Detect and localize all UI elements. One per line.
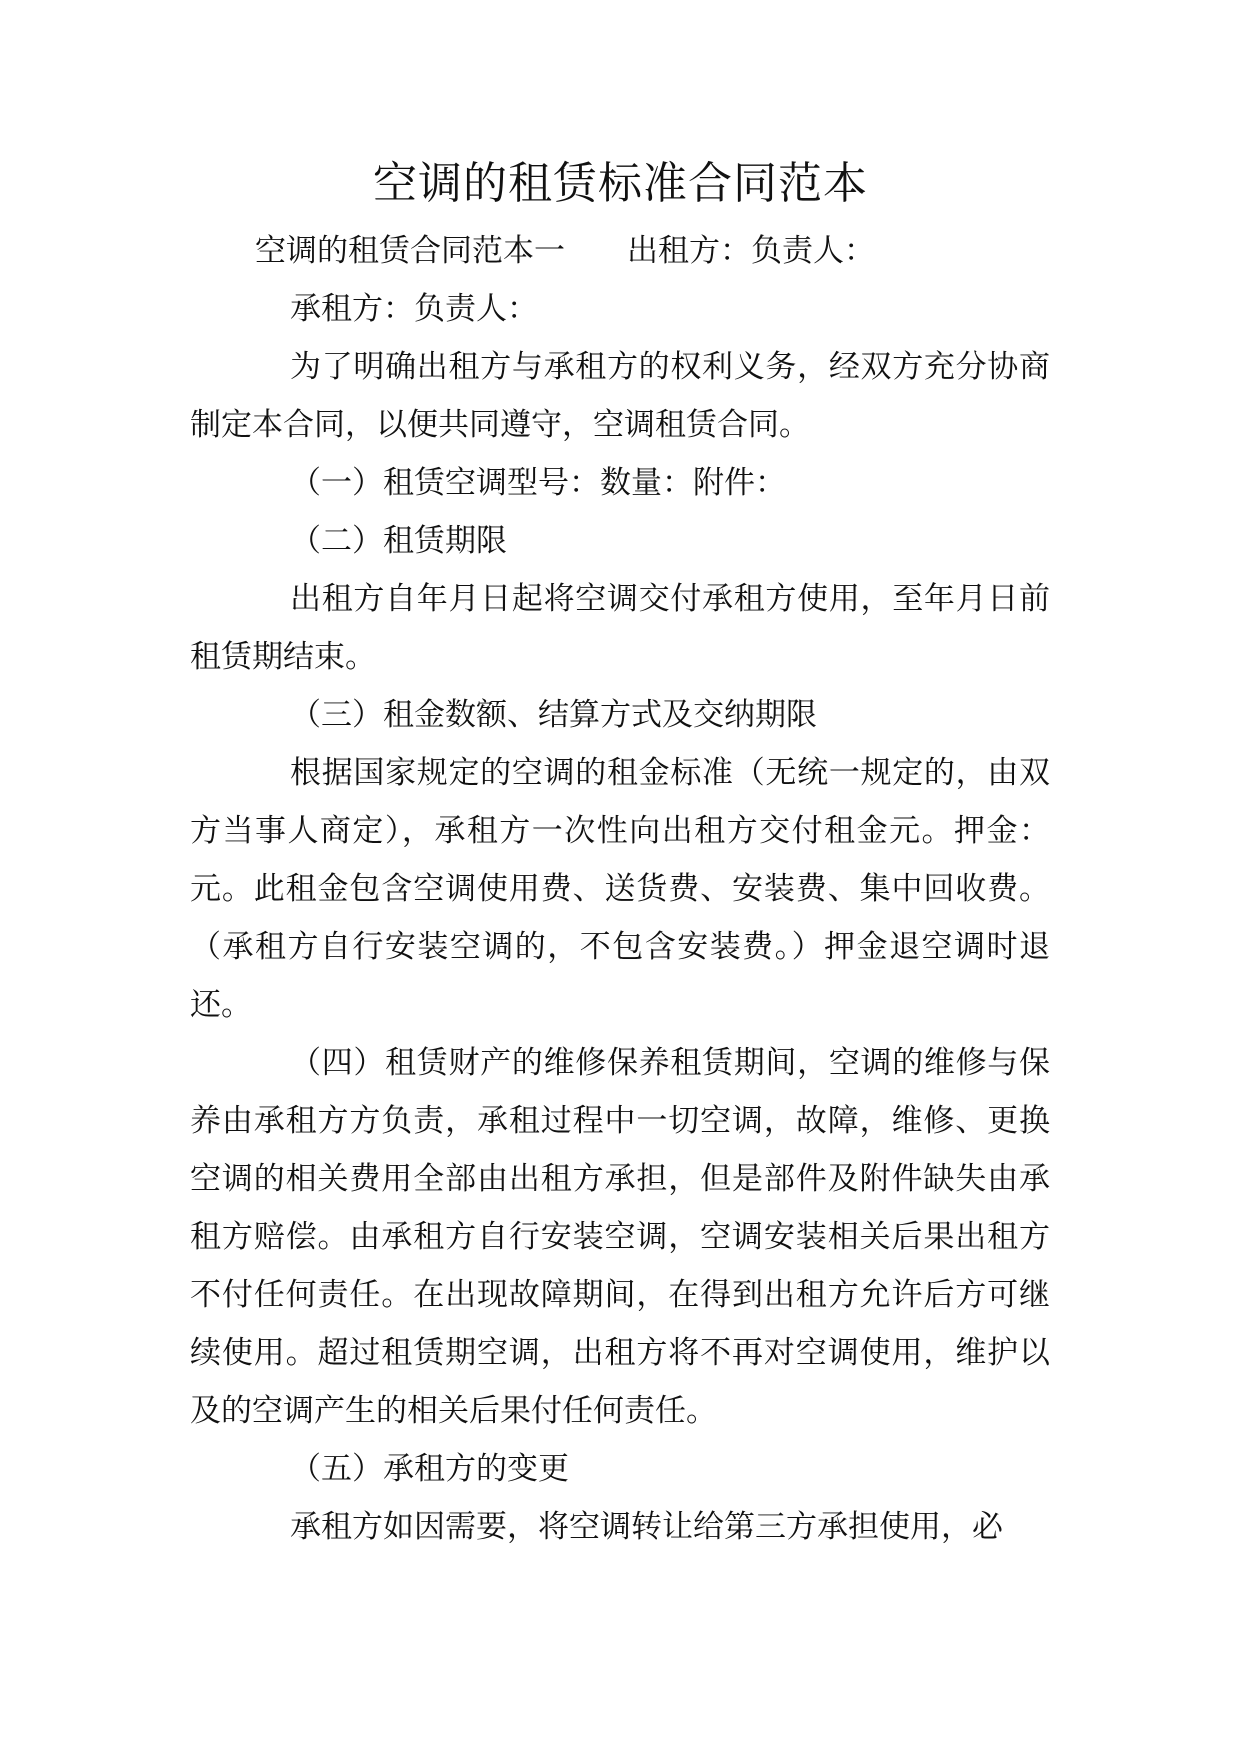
- contract-subtitle: 空调的租赁合同范本一: [255, 233, 565, 269]
- document-title: 空调的租赁标准合同范本: [373, 158, 868, 209]
- intro-line: [190, 222, 1050, 280]
- section-4-paragraph: （四）租赁财产的维修保养租赁期间，空调的维修与保养由承租方方负责，承租过程中一切空调，故障，维修、更换空调的相关费用全部由出租方承担，但是部件及附件缺失由承租方赔偿。由承租方自行安装空调，空调安装相关后果出租方不付任何责任。在出现故障期间，在得到出租方允许后方可继续使用。超过租赁期空调，出租方将不再对空调使用，维护以及的空调产生的相关后果付任何责任。: [190, 1045, 1050, 1429]
- section-5-heading: （五）承租方的变更: [290, 1451, 569, 1487]
- lessor-label: 出租方：负责人：: [627, 233, 875, 269]
- lessee-label: 承租方：负责人：: [290, 291, 538, 327]
- section-3-heading: （三）租金数额、结算方式及交纳期限: [290, 697, 817, 733]
- document-body: [190, 222, 1050, 1556]
- section-2-paragraph: 出租方自年月日起将空调交付承租方使用，至年月日前租赁期结束。: [190, 581, 1050, 675]
- section-1-heading: （一）租赁空调型号：数量：附件：: [290, 465, 786, 501]
- purpose-paragraph: 为了明确出租方与承租方的权利义务，经双方充分协商制定本合同，以便共同遵守，空调租赁合同。: [190, 349, 1050, 443]
- section-3-paragraph: 根据国家规定的空调的租金标准（无统一规定的，由双方当事人商定），承租方一次性向出租方交付租金元。押金：元。此租金包含空调使用费、送货费、安装费、集中回收费。（承租方自行安装空调的，不包含安装费。）押金退空调时退还。: [190, 755, 1050, 1023]
- section-2-heading: （二）租赁期限: [290, 523, 507, 559]
- section-5-paragraph: 承租方如因需要，将空调转让给第三方承担使用，必: [290, 1509, 1003, 1545]
